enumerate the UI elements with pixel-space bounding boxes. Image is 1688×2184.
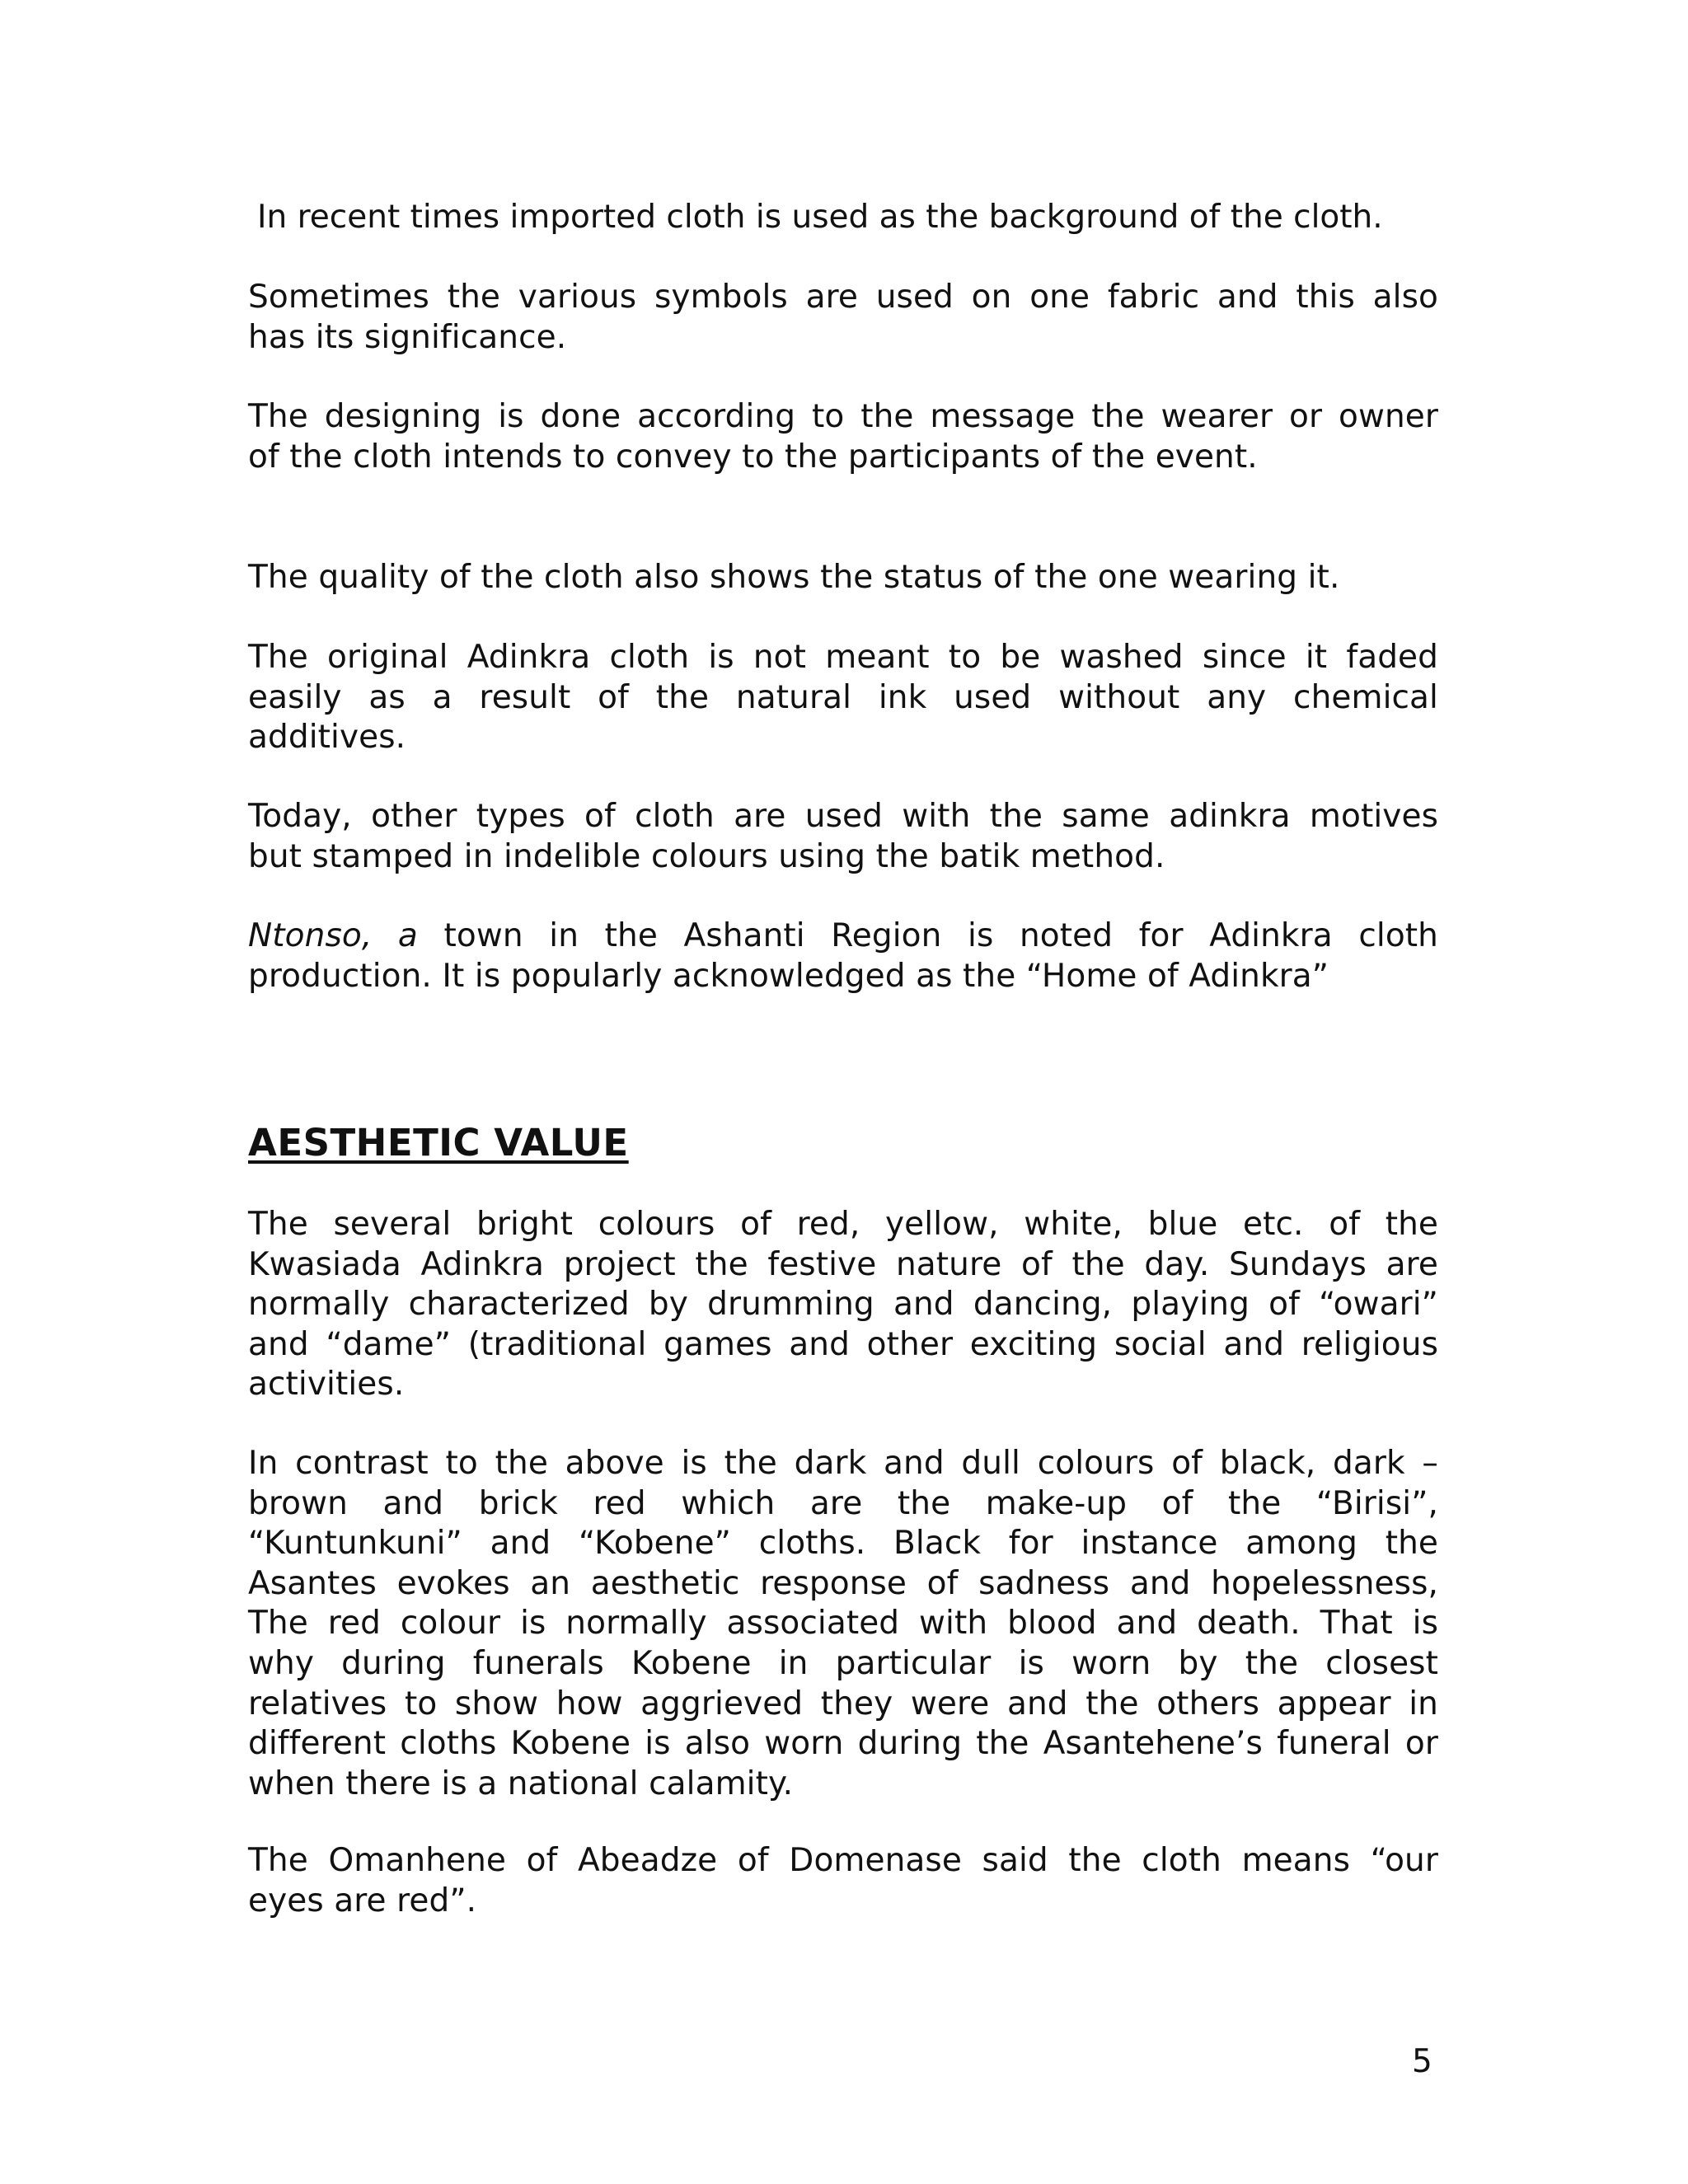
page-number: 5 — [1412, 2043, 1432, 2080]
text-line: why during funerals Kobene in particular is worn by the closest — [248, 1644, 1438, 1682]
text-line: production. It is popularly acknowledged as the “Home of Adinkra” — [248, 957, 1329, 995]
text-line: The red colour is normally associated with blood and death. That is — [248, 1605, 1438, 1643]
text-line: eyes are red”. — [248, 1882, 477, 1919]
text-line: and “dame” (traditional games and other exciting social and religious — [248, 1325, 1438, 1363]
text-line: “Kuntunkuni” and “Kobene” cloths. Black for instance among the — [248, 1525, 1438, 1563]
text-line: but stamped in indelible colours using the batik method. — [248, 837, 1165, 875]
text-line: In contrast to the above is the dark and dull colours of black, dark – — [248, 1445, 1438, 1482]
text-line: different cloths Kobene is also worn during the Asantehene’s funeral or — [248, 1725, 1438, 1763]
paragraph-quality — [248, 558, 1438, 598]
text-line: brown and brick red which are the make-up of the “Birisi”, — [248, 1484, 1438, 1522]
paragraph-original-adinkra — [248, 638, 1438, 758]
text-line: Kwasiada Adinkra project the festive nature of the day. Sundays are — [248, 1245, 1438, 1283]
text-line — [248, 916, 1438, 957]
italic-town-name: Ntonso, a — [248, 917, 418, 954]
text-span: town in the Ashanti Region is noted for Adinkra cloth — [417, 917, 1438, 954]
text-line: normally characterized by drumming and dancing, playing of “owari” — [248, 1286, 1438, 1324]
text-line: additives. — [248, 719, 406, 757]
section-heading: AESTHETIC VALUE — [248, 1121, 629, 1165]
text-line: The Omanhene of Abeadze of Domenase said the cloth means “our — [248, 1842, 1438, 1879]
paragraph-imported-cloth: In recent times imported cloth is used as the background of the cloth. — [257, 199, 1383, 236]
text-line: easily as a result of the natural ink used without any chemical — [248, 678, 1438, 716]
paragraph-bright-colours — [248, 1205, 1438, 1405]
text-line: The designing is done according to the message the wearer or owner — [248, 398, 1438, 435]
paragraph-omanhene — [248, 1841, 1438, 1921]
text-line: of the cloth intends to convey to the participants of the event. — [248, 438, 1258, 476]
text-line: The original Adinkra cloth is not meant to be washed since it faded — [248, 639, 1438, 676]
paragraph-designing — [248, 397, 1438, 477]
text-line: The several bright colours of red, yellow, white, blue etc. of the — [248, 1206, 1438, 1243]
text-line: relatives to show how aggrieved they were and the others appear in — [248, 1685, 1438, 1722]
text-line: activities. — [248, 1366, 405, 1404]
text-line: Asantes evokes an aesthetic response of sadness and hopelessness, — [248, 1564, 1438, 1602]
text-line: The quality of the cloth also shows the status of the one wearing it. — [248, 559, 1340, 596]
text-line: has its significance. — [248, 318, 567, 356]
paragraph-other-types — [248, 797, 1438, 877]
text-line: Sometimes the various symbols are used on one fabric and this also — [248, 279, 1438, 316]
paragraph-dark-colours — [248, 1444, 1438, 1804]
paragraph-various-symbols — [248, 278, 1438, 358]
paragraph-ntonso — [248, 916, 1438, 996]
text-line: Today, other types of cloth are used with the same adinkra motives — [248, 798, 1438, 835]
text-line: when there is a national calamity. — [248, 1765, 794, 1802]
